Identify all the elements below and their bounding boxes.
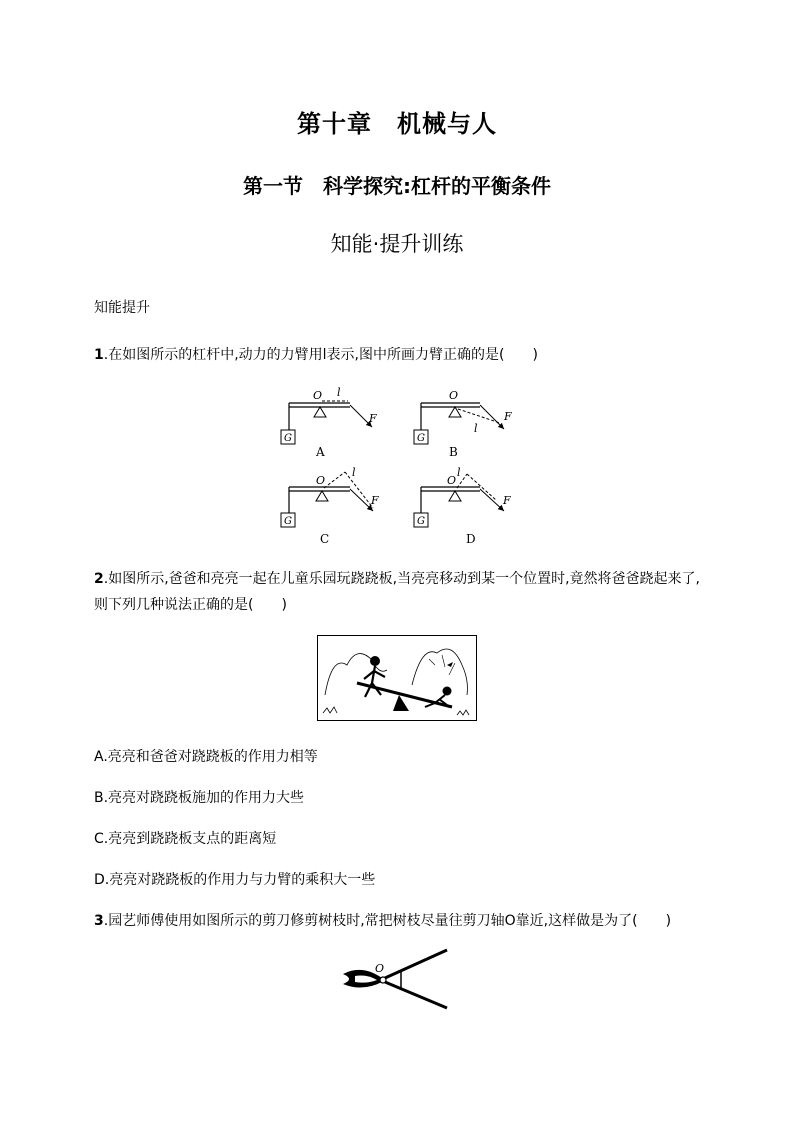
symbol-o: O [375,962,385,975]
option-d: D.亮亮对跷跷板的作用力与力臂的乘积大一些 [94,872,376,888]
figure-label-c: C [320,532,330,546]
symbol-l: l [337,386,341,399]
sub-title: 知能·提升训练 [330,232,464,256]
figure-label-b: B [449,445,458,459]
question-2 [94,566,704,618]
symbol-o: O [313,389,323,402]
svg-text:G: G [417,516,425,527]
lever-figure-b [414,389,512,444]
option-b: B.亮亮对跷跷板施加的作用力大些 [94,790,305,806]
question-1 [94,342,704,368]
figure-label-d: D [466,532,476,546]
svg-text:F: F [504,410,512,423]
question-text: .园艺师傅使用如图所示的剪刀修剪树枝时,常把树枝尽量往剪刀轴O靠近,这样做是为了( ) [103,913,672,929]
svg-text:l: l [352,466,356,479]
svg-text:F: F [371,494,379,507]
svg-text:O: O [447,474,457,487]
section-label: 知能提升 [94,300,150,316]
svg-text:F: F [503,494,511,507]
question-3 [94,908,704,934]
lever-figure-c [281,466,379,527]
svg-text:O: O [316,474,326,487]
figure-label-a: A [316,445,325,459]
question-number: 3 [94,913,104,929]
svg-text:G: G [284,516,292,527]
svg-text:O: O [449,389,459,402]
seesaw-illustration [317,635,477,721]
question-number: 1 [94,347,104,363]
lever-figure-a [281,386,377,444]
question-text: .在如图所示的杠杆中,动力的力臂用l表示,图中所画力臂正确的是( ) [103,347,538,363]
question-number: 2 [94,571,104,587]
chapter-title: 第十章 机械与人 [297,110,497,138]
svg-text:l: l [457,466,461,479]
lever-figures [0,380,794,580]
shears-illustration [337,944,457,1014]
symbol-g: G [284,433,292,444]
option-a: A.亮亮和爸爸对跷跷板的作用力相等 [94,749,318,765]
section-title: 第一节 科学探究:杠杆的平衡条件 [243,174,551,198]
svg-text:G: G [417,433,425,444]
option-c: C.亮亮到跷跷板支点的距离短 [94,831,277,847]
svg-text:l: l [474,422,478,435]
symbol-f: F [369,412,377,425]
question-text: .如图所示,爸爸和亮亮一起在儿童乐园玩跷跷板,当亮亮移动到某一个位置时,竟然将爸爸跷起来了,则下列几种说法正确的是( ) [94,571,700,613]
lever-figure-d [414,466,511,527]
